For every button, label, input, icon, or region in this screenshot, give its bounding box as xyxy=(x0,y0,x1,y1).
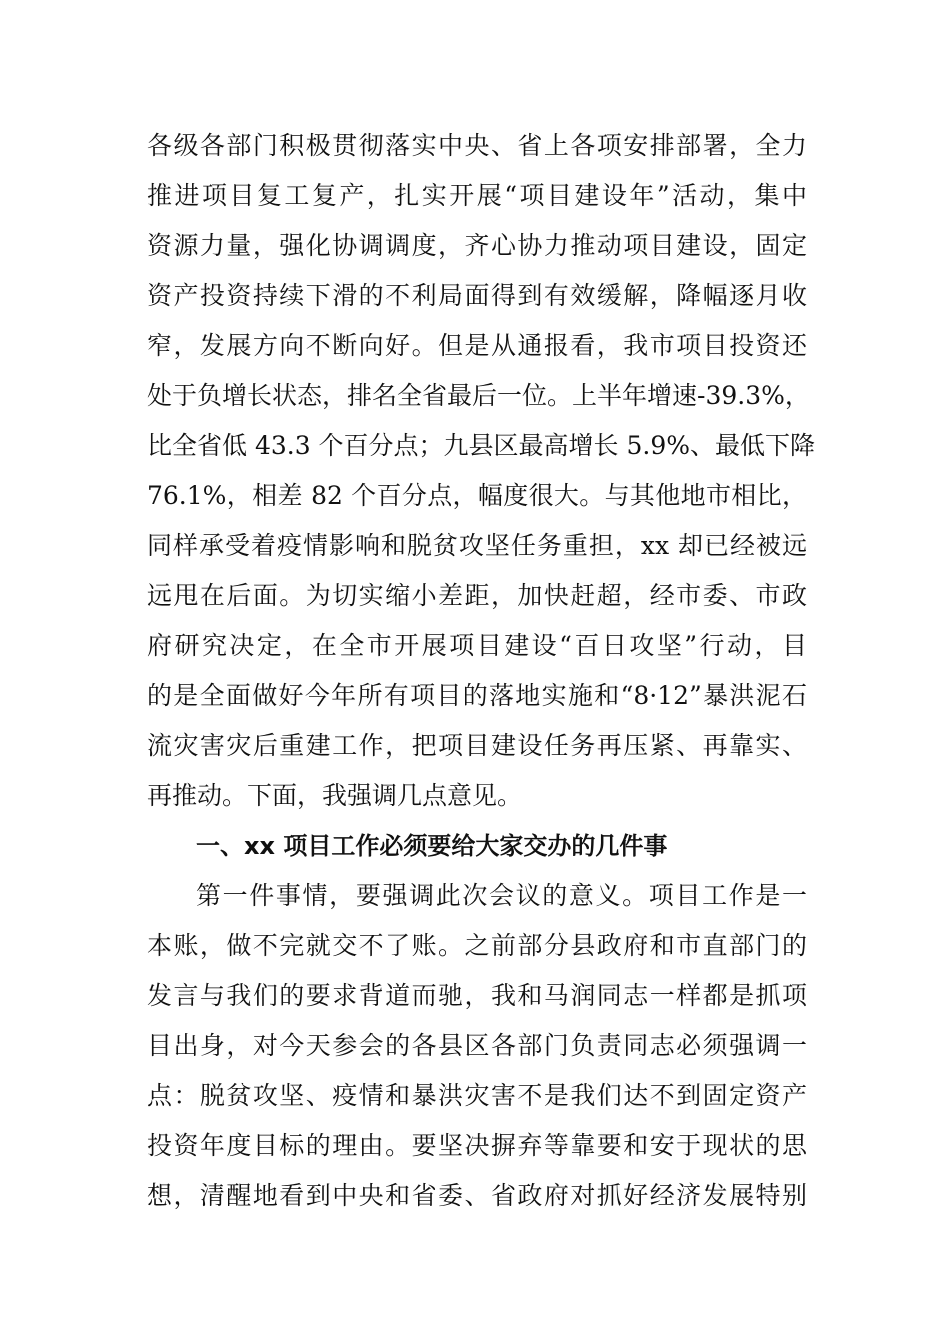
paragraph-line: 发言与我们的要求背道而驰，我和马润同志一样都是抓项 xyxy=(147,981,807,1010)
paragraph-line: 本账，做不完就交不了账。之前部分县政府和市直部门的 xyxy=(147,931,807,960)
paragraph-line: 府研究决定，在全市开展项目建设“百日攻坚”行动，目 xyxy=(147,631,807,660)
paragraph-line: 远甩在后面。为切实缩小差距，加快赶超，经市委、市政 xyxy=(147,581,807,610)
paragraph-line: 点：脱贫攻坚、疫情和暴洪灾害不是我们达不到固定资产 xyxy=(147,1081,807,1110)
paragraph-line: 的是全面做好今年所有项目的落地实施和“8·12”暴洪泥石 xyxy=(147,681,807,710)
paragraph-line: 76.1%，相差 82 个百分点，幅度很大。与其他地市相比， xyxy=(147,481,807,510)
paragraph-line: 比全省低 43.3 个百分点；九县区最高增长 5.9%、最低下降 xyxy=(147,431,816,460)
paragraph-line: 再推动。下面，我强调几点意见。 xyxy=(147,781,523,810)
paragraph-line: 窄，发展方向不断向好。但是从通报看，我市项目投资还 xyxy=(147,331,807,360)
paragraph-line: 处于负增长状态，排名全省最后一位。上半年增速-39.3%， xyxy=(147,381,810,410)
paragraph-line: 各级各部门积极贯彻落实中央、省上各项安排部署，全力 xyxy=(147,131,807,160)
paragraph-line: 流灾害灾后重建工作，把项目建设任务再压紧、再靠实、 xyxy=(147,731,807,760)
paragraph-line: 目出身，对今天参会的各县区各部门负责同志必须强调一 xyxy=(147,1031,807,1060)
paragraph-line: 资产投资持续下滑的不利局面得到有效缓解，降幅逐月收 xyxy=(147,281,807,310)
paragraph-line: 推进项目复工复产，扎实开展“项目建设年”活动，集中 xyxy=(147,181,807,210)
paragraph-line: 资源力量，强化协调调度，齐心协力推动项目建设，固定 xyxy=(147,231,807,260)
paragraph-line: 投资年度目标的理由。要坚决摒弃等靠要和安于现状的思 xyxy=(147,1131,807,1160)
paragraph-line: 同样承受着疫情影响和脱贫攻坚任务重担，xx 却已经被远 xyxy=(147,531,807,560)
paragraph-line: 第一件事情，要强调此次会议的意义。项目工作是一 xyxy=(196,881,807,910)
paragraph-line: 想，清醒地看到中央和省委、省政府对抓好经济发展特别 xyxy=(147,1181,807,1210)
section-heading: 一、xx 项目工作必须要给大家交办的几件事 xyxy=(196,832,668,860)
